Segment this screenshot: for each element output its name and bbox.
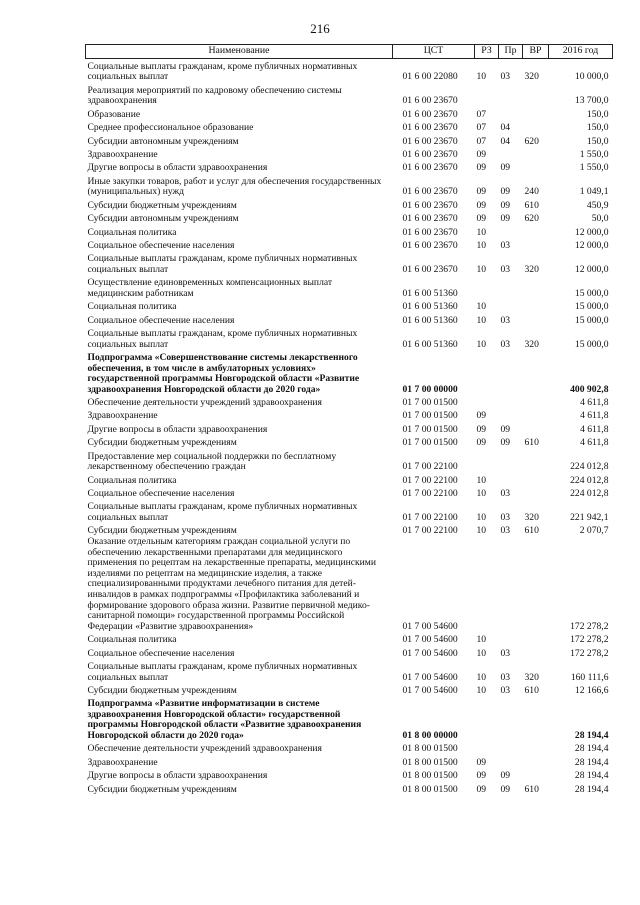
cell-name: Субсидии бюджетным учреждениям bbox=[87, 684, 237, 696]
cell-pr: 03 bbox=[500, 239, 511, 251]
cell-cst: 01 8 00 01500 bbox=[402, 770, 458, 782]
cell-rz: 10 bbox=[476, 634, 487, 646]
cell-rz: 10 bbox=[476, 301, 487, 313]
cell-cst: 01 7 00 22100 bbox=[402, 512, 458, 524]
table-row bbox=[86, 659, 613, 683]
cell-pr: 09 bbox=[500, 770, 511, 782]
cell-vr: 610 bbox=[524, 783, 539, 795]
cell-rz: 09 bbox=[476, 186, 487, 198]
cell-pr: 09 bbox=[500, 199, 511, 211]
cell-pr bbox=[499, 147, 523, 160]
cell-name: Субсидии автономным учреждениям bbox=[87, 213, 239, 225]
cell-vr: 320 bbox=[524, 671, 539, 683]
cell-cst: 01 6 00 51360 bbox=[402, 314, 458, 326]
cell-cst: 01 7 00 01500 bbox=[402, 410, 458, 422]
cell-sum: 172 278,2 bbox=[570, 620, 609, 632]
cell-cst: 01 8 00 00000 bbox=[402, 729, 458, 741]
cell-pr: 04 bbox=[500, 135, 511, 147]
cell-vr: 620 bbox=[524, 213, 539, 225]
cell-pr bbox=[499, 276, 523, 300]
cell-name: Осуществление единовременных компенсационных выплат медицинским работникам bbox=[87, 277, 333, 299]
cell-sum: 172 278,2 bbox=[570, 634, 609, 646]
cell-cst: 01 6 00 23670 bbox=[402, 199, 458, 211]
cell-sum: 400 902,8 bbox=[570, 383, 609, 395]
cell-cst: 01 7 00 54600 bbox=[402, 684, 458, 696]
cell-name: Иные закупки товаров, работ и услуг для обеспечения государственных (муниципальных) нужд bbox=[87, 175, 382, 198]
table-row bbox=[86, 134, 613, 147]
cell-vr: 320 bbox=[524, 512, 539, 524]
cell-sum: 15 000,0 bbox=[574, 314, 609, 326]
cell-pr bbox=[499, 537, 523, 632]
header-row bbox=[86, 45, 613, 59]
cell-sum: 1 550,0 bbox=[579, 162, 609, 174]
cell-cst: 01 7 00 22100 bbox=[402, 488, 458, 500]
cell-rz: 07 bbox=[476, 135, 487, 147]
cell-pr: 03 bbox=[500, 684, 511, 696]
cell-vr bbox=[523, 449, 549, 473]
cell-rz bbox=[475, 276, 499, 300]
cell-pr: 03 bbox=[500, 512, 511, 524]
table-row bbox=[86, 500, 613, 524]
cell-cst: 01 7 00 54600 bbox=[402, 671, 458, 683]
cell-cst: 01 6 00 23670 bbox=[402, 162, 458, 174]
cell-pr: 09 bbox=[500, 162, 511, 174]
cell-sum: 10 000,0 bbox=[574, 71, 609, 83]
cell-rz bbox=[475, 537, 499, 632]
table-row bbox=[86, 107, 613, 120]
cell-vr bbox=[523, 632, 549, 645]
cell-pr bbox=[499, 755, 523, 768]
header-vr: ВР bbox=[523, 45, 549, 59]
cell-vr bbox=[523, 646, 549, 659]
cell-rz: 10 bbox=[476, 338, 487, 350]
cell-sum: 150,0 bbox=[586, 135, 609, 147]
cell-name: Социальные выплаты гражданам, кроме публичных нормативных социальных выплат bbox=[87, 501, 358, 524]
table-row bbox=[86, 238, 613, 251]
cell-name: Социальные выплаты гражданам, кроме публичных нормативных социальных выплат bbox=[87, 60, 358, 83]
cell-name: Социальные выплаты гражданам, кроме публичных нормативных социальных выплат bbox=[87, 328, 358, 350]
cell-vr bbox=[523, 742, 549, 755]
cell-rz bbox=[475, 395, 499, 408]
table-row bbox=[86, 646, 613, 659]
cell-vr: 320 bbox=[524, 263, 539, 275]
cell-sum: 2 070,7 bbox=[579, 525, 609, 537]
table-header bbox=[86, 45, 613, 59]
cell-name: Другие вопросы в области здравоохранения bbox=[87, 770, 268, 782]
cell-pr: 09 bbox=[500, 213, 511, 225]
cell-cst: 01 6 00 23670 bbox=[402, 213, 458, 225]
cell-vr: 240 bbox=[524, 186, 539, 198]
table-row bbox=[86, 435, 613, 448]
cell-name: Обеспечение деятельности учреждений здравоохранения bbox=[87, 397, 322, 409]
cell-rz: 09 bbox=[476, 213, 487, 225]
cell-name: Социальная политика bbox=[87, 226, 177, 238]
cell-name: Образование bbox=[87, 108, 141, 120]
cell-sum: 15 000,0 bbox=[574, 301, 609, 313]
cell-pr bbox=[499, 300, 523, 313]
cell-vr bbox=[523, 300, 549, 313]
cell-sum: 4 611,8 bbox=[580, 437, 609, 449]
cell-sum: 15 000,0 bbox=[574, 287, 609, 299]
cell-rz: 10 bbox=[476, 647, 487, 659]
table-row bbox=[86, 537, 613, 632]
cell-rz: 09 bbox=[476, 162, 487, 174]
cell-name: Социальное обеспечение населения bbox=[87, 488, 235, 500]
table-row bbox=[86, 524, 613, 537]
cell-name: Подпрограмма «Совершенствование системы лекарственного обеспечения, в том числе в амбулаторных условиях» государственной программы Новгородской области «Развитие здравоохранения Новгородской области до 2020 года» bbox=[87, 351, 360, 395]
table-row bbox=[86, 161, 613, 174]
cell-vr bbox=[523, 276, 549, 300]
cell-pr: 03 bbox=[500, 525, 511, 537]
cell-cst: 01 7 00 54600 bbox=[402, 620, 458, 632]
cell-rz: 10 bbox=[476, 314, 487, 326]
cell-name: Социальное обеспечение населения bbox=[87, 314, 235, 326]
cell-name: Субсидии автономным учреждениям bbox=[87, 135, 239, 147]
cell-vr: 320 bbox=[524, 71, 539, 83]
cell-vr: 610 bbox=[524, 437, 539, 449]
cell-name: Здравоохранение bbox=[87, 148, 158, 160]
table-row bbox=[86, 473, 613, 486]
cell-name: Предоставление мер социальной поддержки по бесплатному лекарственному обеспечению граждан bbox=[87, 450, 337, 473]
cell-pr bbox=[499, 473, 523, 486]
cell-name: Реализация мероприятий по кадровому обеспечению системы здравоохранения bbox=[87, 84, 342, 107]
header-pr: Пр bbox=[499, 45, 523, 59]
cell-name: Субсидии бюджетным учреждениям bbox=[87, 199, 237, 211]
cell-cst: 01 7 00 01500 bbox=[402, 397, 458, 409]
cell-sum: 50,0 bbox=[591, 213, 609, 225]
table-row bbox=[86, 422, 613, 435]
cell-vr bbox=[523, 225, 549, 238]
cell-name: Социальные выплаты гражданам, кроме публичных нормативных социальных выплат bbox=[87, 253, 358, 275]
cell-vr: 620 bbox=[524, 135, 539, 147]
cell-vr bbox=[523, 395, 549, 408]
cell-sum: 28 194,4 bbox=[574, 756, 609, 768]
cell-vr: 320 bbox=[524, 338, 539, 350]
cell-sum: 450,9 bbox=[586, 199, 609, 211]
cell-vr: 610 bbox=[524, 199, 539, 211]
cell-pr bbox=[499, 632, 523, 645]
cell-rz: 07 bbox=[476, 122, 487, 134]
table-row bbox=[86, 225, 613, 238]
cell-rz: 10 bbox=[476, 488, 487, 500]
cell-sum: 12 000,0 bbox=[574, 239, 609, 251]
cell-pr bbox=[499, 697, 523, 742]
cell-cst: 01 6 00 22080 bbox=[402, 71, 458, 83]
header-sum: 2016 год bbox=[549, 45, 613, 59]
cell-cst: 01 7 00 54600 bbox=[402, 634, 458, 646]
table-row bbox=[86, 147, 613, 160]
table-row bbox=[86, 120, 613, 133]
cell-sum: 15 000,0 bbox=[574, 338, 609, 350]
cell-cst: 01 6 00 23670 bbox=[402, 226, 458, 238]
cell-vr bbox=[523, 107, 549, 120]
table-row bbox=[86, 174, 613, 198]
cell-name: Социальная политика bbox=[87, 301, 177, 313]
table-row bbox=[86, 198, 613, 211]
cell-rz: 10 bbox=[476, 474, 487, 486]
cell-pr: 09 bbox=[500, 437, 511, 449]
cell-pr bbox=[499, 83, 523, 107]
cell-sum: 221 942,1 bbox=[570, 512, 609, 524]
cell-vr bbox=[523, 409, 549, 422]
table-row bbox=[86, 300, 613, 313]
table-row bbox=[86, 313, 613, 326]
cell-vr bbox=[523, 537, 549, 632]
cell-name: Социальная политика bbox=[87, 634, 177, 646]
cell-vr: 610 bbox=[524, 525, 539, 537]
cell-rz: 09 bbox=[476, 410, 487, 422]
cell-sum: 224 012,8 bbox=[570, 474, 609, 486]
table-row bbox=[86, 742, 613, 755]
cell-sum: 28 194,4 bbox=[574, 729, 609, 741]
header-cst: ЦСТ bbox=[393, 45, 475, 59]
cell-cst: 01 6 00 23670 bbox=[402, 95, 458, 107]
cell-name: Среднее профессиональное образование bbox=[87, 122, 254, 134]
cell-cst: 01 7 00 01500 bbox=[402, 437, 458, 449]
cell-name: Обеспечение деятельности учреждений здравоохранения bbox=[87, 743, 322, 755]
table-row bbox=[86, 211, 613, 224]
cell-cst: 01 6 00 23670 bbox=[402, 148, 458, 160]
cell-cst: 01 6 00 51360 bbox=[402, 301, 458, 313]
cell-pr bbox=[499, 449, 523, 473]
header-rz: РЗ bbox=[475, 45, 499, 59]
cell-name: Здравоохранение bbox=[87, 410, 158, 422]
cell-rz: 10 bbox=[476, 684, 487, 696]
cell-rz: 09 bbox=[476, 423, 487, 435]
cell-rz: 10 bbox=[476, 525, 487, 537]
cell-name: Подпрограмма «Развитие информатизации в системе здравоохранения Новгородской области» государственной программы Новгородской области «Развитие здравоохранения Новгородской области до 2020 года» bbox=[87, 698, 362, 741]
table-row bbox=[86, 486, 613, 499]
budget-table bbox=[85, 44, 613, 795]
cell-vr bbox=[523, 697, 549, 742]
table-body bbox=[86, 59, 613, 796]
cell-name: Субсидии бюджетным учреждениям bbox=[87, 525, 237, 537]
cell-rz: 09 bbox=[476, 783, 487, 795]
cell-pr: 09 bbox=[500, 186, 511, 198]
cell-cst: 01 6 00 23670 bbox=[402, 186, 458, 198]
cell-pr bbox=[499, 742, 523, 755]
cell-sum: 150,0 bbox=[586, 108, 609, 120]
cell-cst: 01 6 00 23670 bbox=[402, 239, 458, 251]
cell-rz: 09 bbox=[476, 756, 487, 768]
cell-cst: 01 7 00 01500 bbox=[402, 423, 458, 435]
table-row bbox=[86, 768, 613, 781]
page-number: 216 bbox=[310, 21, 330, 36]
table-row bbox=[86, 326, 613, 350]
cell-cst: 01 8 00 01500 bbox=[402, 783, 458, 795]
cell-sum: 1 550,0 bbox=[579, 148, 609, 160]
cell-name: Социальное обеспечение населения bbox=[87, 239, 235, 251]
cell-vr bbox=[523, 350, 549, 395]
cell-rz bbox=[475, 449, 499, 473]
cell-rz: 09 bbox=[476, 148, 487, 160]
cell-sum: 28 194,4 bbox=[574, 743, 609, 755]
cell-rz: 10 bbox=[476, 226, 487, 238]
table-row bbox=[86, 350, 613, 395]
cell-vr bbox=[523, 161, 549, 174]
cell-name: Социальная политика bbox=[87, 474, 177, 486]
cell-cst: 01 7 00 54600 bbox=[402, 647, 458, 659]
cell-pr: 03 bbox=[500, 338, 511, 350]
cell-rz: 10 bbox=[476, 239, 487, 251]
cell-sum: 1 049,1 bbox=[579, 186, 609, 198]
table-row bbox=[86, 395, 613, 408]
cell-pr: 03 bbox=[500, 671, 511, 683]
cell-cst: 01 7 00 22100 bbox=[402, 525, 458, 537]
cell-cst: 01 6 00 51360 bbox=[402, 338, 458, 350]
cell-vr bbox=[523, 120, 549, 133]
cell-vr bbox=[523, 768, 549, 781]
cell-pr: 03 bbox=[500, 488, 511, 500]
cell-rz: 10 bbox=[476, 671, 487, 683]
cell-sum: 4 611,8 bbox=[580, 397, 609, 409]
cell-name: Социальные выплаты гражданам, кроме публичных нормативных социальных выплат bbox=[87, 660, 358, 683]
cell-sum: 224 012,8 bbox=[570, 461, 609, 473]
header-name: Наименование bbox=[86, 45, 393, 59]
cell-cst: 01 6 00 23670 bbox=[402, 135, 458, 147]
cell-pr bbox=[499, 350, 523, 395]
cell-sum: 12 166,6 bbox=[574, 684, 609, 696]
cell-name: Другие вопросы в области здравоохранения bbox=[87, 162, 268, 174]
cell-rz: 10 bbox=[476, 263, 487, 275]
cell-pr: 09 bbox=[500, 783, 511, 795]
cell-sum: 172 278,2 bbox=[570, 647, 609, 659]
cell-vr bbox=[523, 83, 549, 107]
cell-vr bbox=[523, 238, 549, 251]
cell-vr bbox=[523, 313, 549, 326]
cell-pr bbox=[499, 107, 523, 120]
cell-pr: 03 bbox=[500, 71, 511, 83]
cell-cst: 01 7 00 00000 bbox=[402, 383, 458, 395]
table-row bbox=[86, 252, 613, 276]
cell-sum: 28 194,4 bbox=[574, 770, 609, 782]
table-row bbox=[86, 59, 613, 84]
cell-sum: 150,0 bbox=[586, 122, 609, 134]
cell-name: Субсидии бюджетным учреждениям bbox=[87, 783, 237, 795]
cell-name: Оказание отдельным категориям граждан социальной услуги по обеспечению лекарственными препаратами для медицинского применения по рецептам на лекарственные препараты, медицинскими изделиями по рецептам на медицинские изделия, а также специализированными продуктами лечебного питания для детей-инвалидов в рамках подпрограммы «Профилактика заболеваний и формирование здорового образа жизни. Развитие первичной медико-санитарной помощи» государственной программы Российской Федерации «Развитие здравоохранения» bbox=[87, 536, 376, 632]
cell-sum: 28 194,4 bbox=[574, 783, 609, 795]
cell-vr bbox=[523, 422, 549, 435]
cell-rz: 07 bbox=[476, 108, 487, 120]
cell-rz bbox=[475, 350, 499, 395]
cell-name: Социальное обеспечение населения bbox=[87, 647, 235, 659]
cell-rz: 10 bbox=[476, 512, 487, 524]
cell-cst: 01 6 00 51360 bbox=[402, 287, 458, 299]
cell-cst: 01 8 00 01500 bbox=[402, 756, 458, 768]
table-row bbox=[86, 276, 613, 300]
cell-rz bbox=[475, 83, 499, 107]
cell-rz: 09 bbox=[476, 437, 487, 449]
cell-rz: 09 bbox=[476, 199, 487, 211]
cell-vr bbox=[523, 147, 549, 160]
cell-pr: 04 bbox=[500, 122, 511, 134]
cell-cst: 01 6 00 23670 bbox=[402, 108, 458, 120]
cell-sum: 13 700,0 bbox=[574, 95, 609, 107]
cell-name: Субсидии бюджетным учреждениям bbox=[87, 437, 237, 449]
cell-pr bbox=[499, 395, 523, 408]
table-row bbox=[86, 755, 613, 768]
cell-sum: 12 000,0 bbox=[574, 226, 609, 238]
table-row bbox=[86, 683, 613, 696]
cell-sum: 12 000,0 bbox=[574, 263, 609, 275]
table-row bbox=[86, 449, 613, 473]
cell-pr: 03 bbox=[500, 314, 511, 326]
cell-pr bbox=[499, 225, 523, 238]
table-row bbox=[86, 632, 613, 645]
cell-rz bbox=[475, 742, 499, 755]
cell-pr bbox=[499, 409, 523, 422]
cell-sum: 4 611,8 bbox=[580, 410, 609, 422]
cell-sum: 4 611,8 bbox=[580, 423, 609, 435]
cell-pr: 09 bbox=[500, 423, 511, 435]
cell-rz bbox=[475, 697, 499, 742]
cell-cst: 01 6 00 23670 bbox=[402, 122, 458, 134]
cell-name: Здравоохранение bbox=[87, 756, 158, 768]
cell-cst: 01 6 00 23670 bbox=[402, 263, 458, 275]
cell-cst: 01 8 00 01500 bbox=[402, 743, 458, 755]
cell-sum: 160 111,6 bbox=[570, 671, 609, 683]
table-row bbox=[86, 782, 613, 795]
cell-pr: 03 bbox=[500, 647, 511, 659]
cell-cst: 01 7 00 22100 bbox=[402, 461, 458, 473]
table-row bbox=[86, 83, 613, 107]
cell-sum: 224 012,8 bbox=[570, 488, 609, 500]
cell-vr bbox=[523, 486, 549, 499]
cell-vr: 610 bbox=[524, 684, 539, 696]
table-row bbox=[86, 409, 613, 422]
cell-rz: 09 bbox=[476, 770, 487, 782]
cell-vr bbox=[523, 473, 549, 486]
cell-vr bbox=[523, 755, 549, 768]
cell-pr: 03 bbox=[500, 263, 511, 275]
cell-rz: 10 bbox=[476, 71, 487, 83]
cell-name: Другие вопросы в области здравоохранения bbox=[87, 423, 268, 435]
table-row bbox=[86, 697, 613, 742]
cell-cst: 01 7 00 22100 bbox=[402, 474, 458, 486]
